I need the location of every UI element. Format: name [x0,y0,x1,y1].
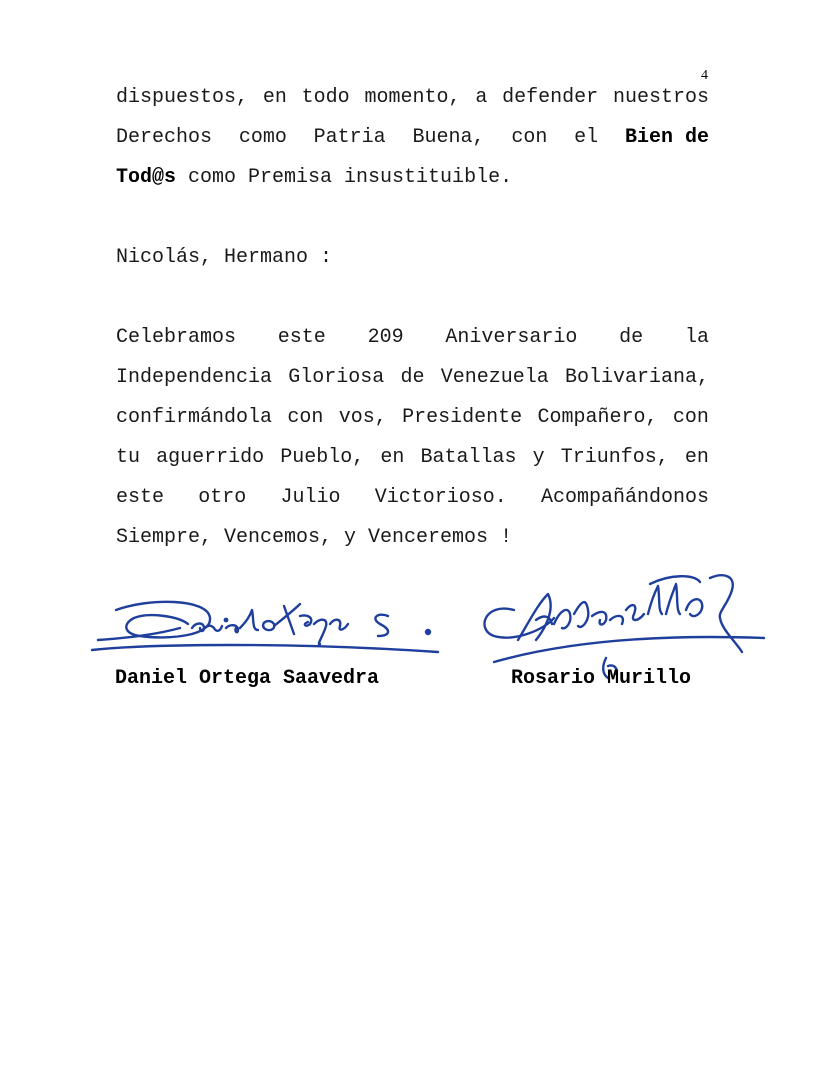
word: Gloriosa [288,366,385,389]
text-line: Siempre, Vencemos, y Venceremos ! [116,526,513,549]
signatory-name-left: Daniel Ortega Saavedra [115,667,380,690]
word: tu [116,446,141,469]
word: Buena, [412,126,485,149]
text-line [116,398,709,438]
word: con [672,406,709,429]
word: este [277,326,326,349]
word: Triunfos, [560,446,669,469]
text-line [116,438,709,478]
word: defender [502,86,599,109]
salutation-text: Nicolás, Hermano : [116,246,333,269]
text-run: como Premisa insustituible. [176,166,513,189]
word: 209 [367,326,404,349]
word: de [619,326,644,349]
word: en [262,86,287,109]
bold-phrase: Tod@s [116,166,177,189]
word: a [475,86,488,109]
paragraph-salutation [116,238,709,278]
word: momento, [364,86,461,109]
word: en [684,446,709,469]
word: Victorioso. [374,486,507,509]
word: con [287,406,324,429]
word: Julio [280,486,341,509]
signatory-name-right: Rosario Murillo [511,667,692,690]
text-line [116,158,709,198]
word: Celebramos [116,326,237,349]
word: como [238,126,287,149]
word: vos, [338,406,387,429]
word: con [511,126,548,149]
word: y [532,446,545,469]
word: Aniversario [445,326,578,349]
text-line [116,318,709,358]
word: todo [301,86,350,109]
text-line [116,478,709,518]
word: dispuestos, [116,86,249,109]
word: Derechos [116,126,213,149]
paragraph-closing-rights [116,78,709,198]
page-number: 4 [701,68,708,83]
word: Batallas [420,446,517,469]
word: el [574,126,599,149]
bold-phrase: Bien de [624,126,709,149]
word: Patria [313,126,386,149]
word: Presidente [402,406,523,429]
paragraph-celebration [116,318,709,558]
text-line [116,118,709,158]
text-line [116,78,709,118]
signature-daniel-ortega [88,588,448,663]
word: confirmándola [116,406,273,429]
word: este [116,486,165,509]
signature-rosario-murillo [474,570,770,680]
word: Acompañándonos [540,486,709,509]
word: nuestros [612,86,709,109]
word: Independencia [116,366,273,389]
word: aguerrido [156,446,265,469]
text-line [116,358,709,398]
word: Venezuela [440,366,549,389]
word: Compañero, [537,406,658,429]
word: en [380,446,405,469]
word: otro [198,486,247,509]
word: de [400,366,425,389]
word: Bolivariana, [564,366,709,389]
word: Pueblo, [280,446,365,469]
word: la [684,326,709,349]
